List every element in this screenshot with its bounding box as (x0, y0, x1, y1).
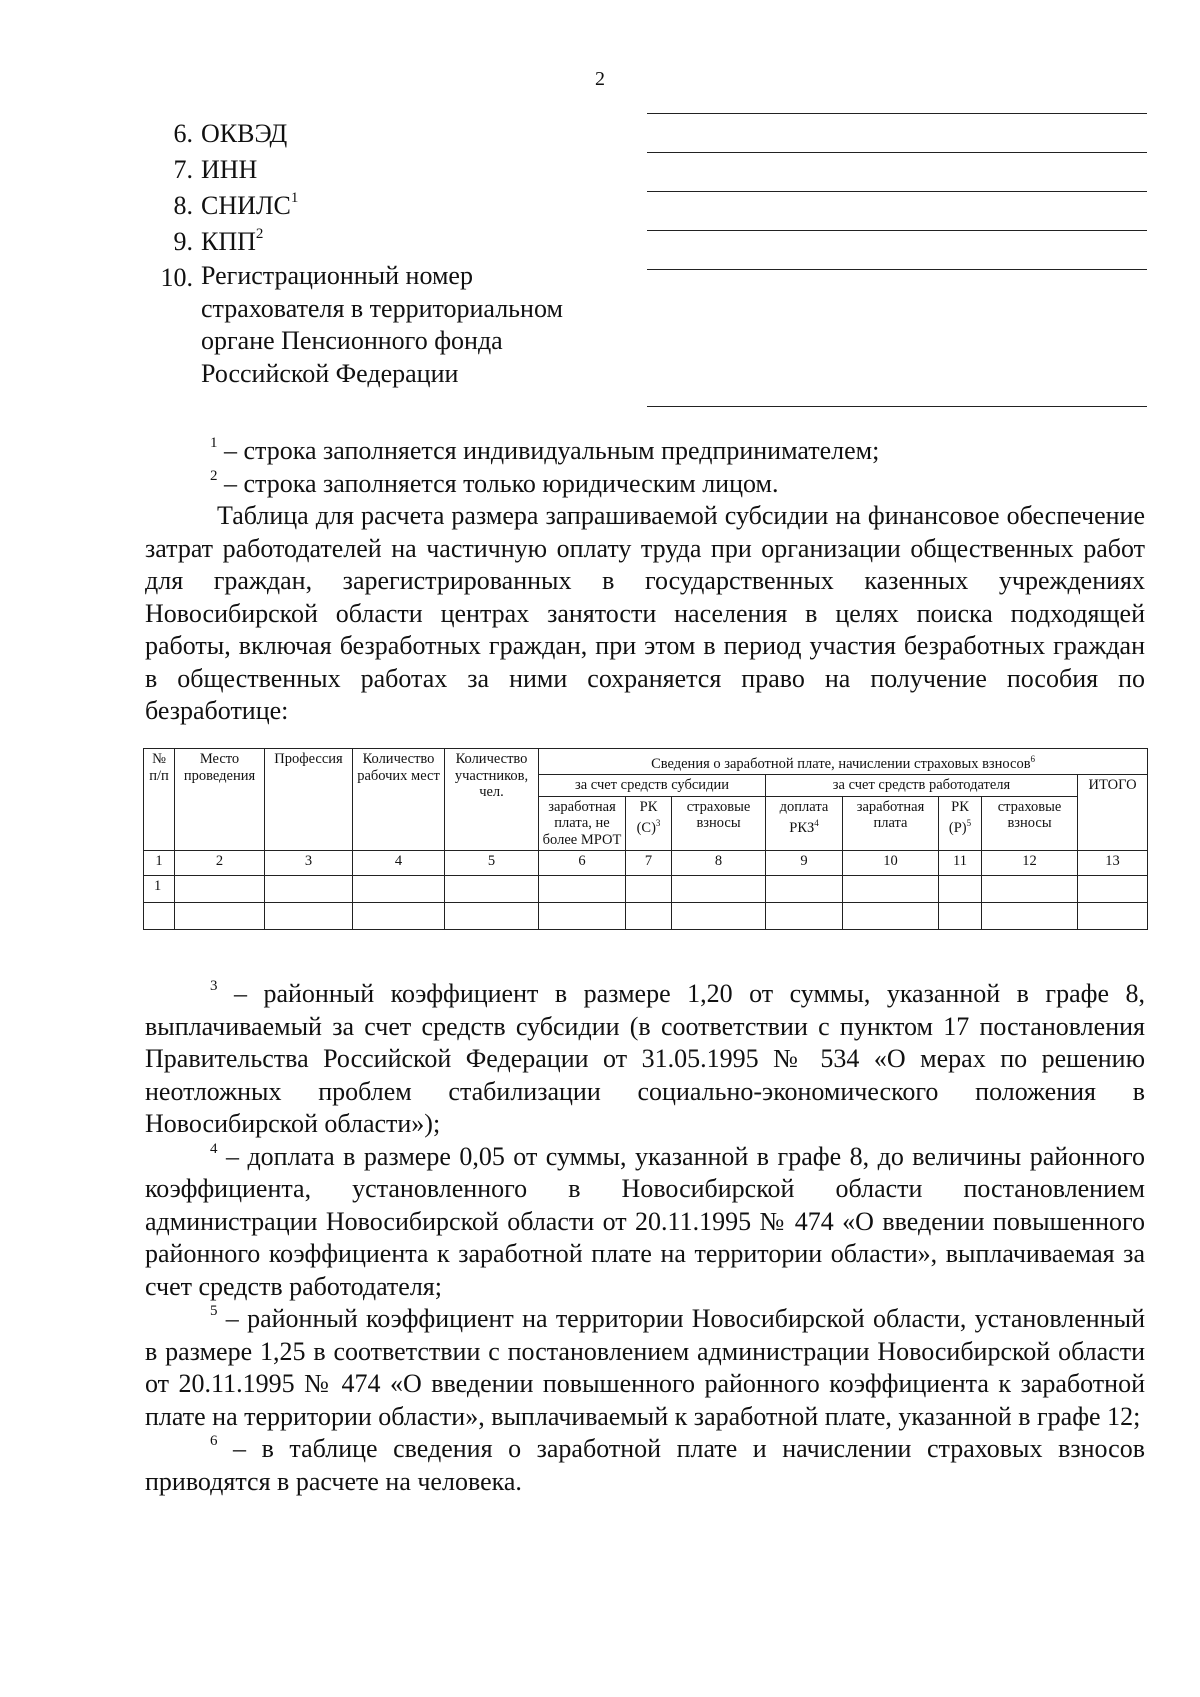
fill-line-okved[interactable] (647, 152, 1147, 153)
col-header-insurance-employer: страховые взносы (982, 796, 1078, 851)
column-number: 3 (265, 851, 353, 876)
field-number: 9. (173, 227, 193, 256)
table-cell[interactable] (353, 876, 445, 903)
col-header-profession: Профессия (265, 749, 353, 851)
field-label: ИНН (201, 155, 258, 184)
requisites-list (143, 116, 623, 390)
subsidy-table (143, 748, 1148, 930)
column-number: 12 (982, 851, 1078, 876)
col-header-insurance-subsidy: страховые взносы (672, 796, 766, 851)
col-header-place: Место проведения (175, 749, 265, 851)
col-header-rk-c: РК $(С)^3$ (626, 796, 672, 851)
table-cell[interactable] (766, 903, 843, 930)
footnote-6: $^6$ – в таблице сведения о заработной плате и начислении страховых взносов приводятся в расчете на человека. (145, 1433, 1145, 1496)
fill-line-kpp[interactable] (647, 269, 1147, 270)
field-reg-number (143, 260, 623, 390)
col-header-workplaces: Количество рабочих мест (353, 749, 445, 851)
table-cell[interactable] (939, 903, 982, 930)
fill-line-snils[interactable] (647, 230, 1147, 231)
page-number: 2 (595, 68, 605, 90)
column-number: 2 (175, 851, 265, 876)
column-number: 6 (539, 851, 626, 876)
table-cell[interactable] (672, 903, 766, 930)
table-cell[interactable] (265, 876, 353, 903)
fill-line-header (647, 113, 1147, 114)
field-snils (143, 188, 623, 224)
field-label: Регистрационный номер страхователя в территориальном органе Пенсионного фонда Российской Федерации (201, 261, 563, 388)
field-number: 7. (173, 155, 193, 184)
table-cell[interactable] (144, 903, 175, 930)
column-number: 5 (445, 851, 539, 876)
col-header-salary-mrot: заработная плата, не более МРОТ (539, 796, 626, 851)
footnote-3: $^3$ – районный коэффициент в размере 1,20 от суммы, указанной в графе 8, выплачиваемый за счет средств субсидии (в соответствии с пунктом 17 постановления Правительства Российской Федерации от 31.05.1995 № 534 «О мерах по решению неотложных проблем стабилизации социально-экономического положения в Новосибирской области»); (145, 978, 1145, 1138)
col-header-total: ИТОГО (1078, 775, 1148, 851)
table-cell[interactable] (843, 903, 939, 930)
footnote-ref: 1 (290, 190, 299, 207)
col-header-info: Сведения о заработной плате, начислении страховых взносов$^6$ (539, 749, 1148, 775)
table-row (144, 903, 1148, 930)
footnote-5: $^5$ – районный коэффициент на территории Новосибирской области, установленный в размере 1,25 в соответствии с постановлением администрации Новосибирской области от 20.11.1995 № 474 «О введении повышенного районного коэффициента к заработной плате на территории области», выплачиваемый к заработной плате, указанной в графе 12; (145, 1303, 1145, 1431)
column-number: 10 (843, 851, 939, 876)
footnote-1: $^1$ – строка заполняется индивидуальным предпринимателем; (210, 435, 880, 465)
column-number: 13 (1078, 851, 1148, 876)
column-number: 9 (766, 851, 843, 876)
table-cell[interactable] (539, 876, 626, 903)
table-cell[interactable] (982, 903, 1078, 930)
col-header-subsidy: за счет средств субсидии (539, 775, 766, 797)
intro-paragraph: Таблица для расчета размера запрашиваемой субсидии на финансовое обеспечение затрат работодателей на частичную оплату труда при организации общественных работ для граждан, зарегистрированных в государственных казенных учреждениях Новосибирской области центрах занятости населения в целях поиска подходящей работы, включая безработных граждан, при этом в период участия безработных граждан в общественных работах за ними сохраняется право на получение пособия по безработице: (145, 501, 1145, 725)
table-cell[interactable] (982, 876, 1078, 903)
column-number: 8 (672, 851, 766, 876)
field-number: 10. (160, 263, 193, 292)
table-cell[interactable] (445, 903, 539, 930)
field-inn (143, 152, 623, 188)
table-cell[interactable] (1078, 876, 1148, 903)
table-cell[interactable] (843, 876, 939, 903)
footnote-ref: 2 (255, 226, 264, 243)
table-header-row (144, 749, 1148, 775)
col-header-participants: Количество участников, чел. (445, 749, 539, 851)
col-header-rkz: доплата РКЗ$^4$ (766, 796, 843, 851)
column-number: 4 (353, 851, 445, 876)
column-number: 7 (626, 851, 672, 876)
table-cell[interactable] (766, 876, 843, 903)
col-header-salary: заработная плата (843, 796, 939, 851)
table-cell[interactable] (626, 903, 672, 930)
field-kpp (143, 224, 623, 260)
table-cell[interactable] (175, 876, 265, 903)
table-row (144, 876, 1148, 903)
field-number: 8. (173, 191, 193, 220)
table-cell[interactable] (539, 903, 626, 930)
col-header-no: № п/п (144, 749, 175, 851)
table-cell[interactable] (939, 876, 982, 903)
fill-line-inn[interactable] (647, 191, 1147, 192)
table-footnotes (145, 978, 1145, 1498)
table-cell[interactable]: 1 (144, 876, 175, 903)
column-number: 11 (939, 851, 982, 876)
footnote-4: $^4$ – доплата в размере 0,05 от суммы, указанной в графе 8, до величины районного коэффициента, установленного в Новосибирской области постановлением администрации Новосибирской области от 20.11.1995 № 474 «О введении повышенного районного коэффициента к заработной плате на территории области», выплачиваемая за счет средств работодателя; (145, 1140, 1145, 1301)
table-cell[interactable] (175, 903, 265, 930)
table-cell[interactable] (265, 903, 353, 930)
column-number: 1 (144, 851, 175, 876)
intro-block (145, 435, 1145, 728)
table-cell[interactable] (626, 876, 672, 903)
field-label: ОКВЭД (201, 119, 288, 148)
table-cell[interactable] (672, 876, 766, 903)
col-header-rk-p: РК $(Р)^5$ (939, 796, 982, 851)
field-label: СНИЛС$^1$ (201, 190, 299, 220)
fill-line-reg-number[interactable] (647, 406, 1147, 407)
field-okved (143, 116, 623, 152)
table-cell[interactable] (353, 903, 445, 930)
col-header-employer: за счет средств работодателя (766, 775, 1078, 797)
table-cell[interactable] (445, 876, 539, 903)
column-numbers-row (144, 851, 1148, 876)
table-cell[interactable] (1078, 903, 1148, 930)
footnote-2: $^2$ – строка заполняется только юридическим лицом. (210, 467, 779, 498)
field-number: 6. (173, 119, 193, 148)
field-label: КПП$^2$ (201, 226, 264, 256)
